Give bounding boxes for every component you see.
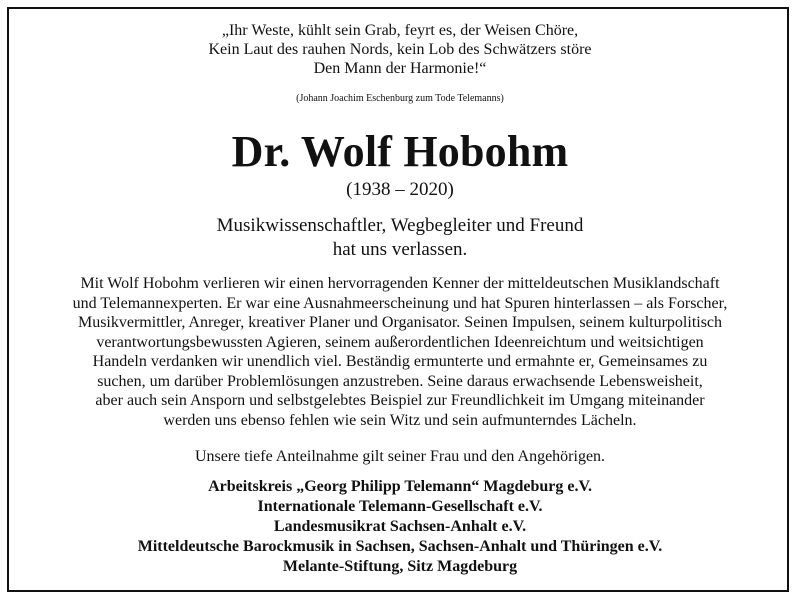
quote-line: Kein Laut des rauhen Nords, kein Lob des Schwätzers störe — [208, 41, 592, 58]
tribute-line: werden uns ebenso fehlen wie sein Witz und sein aufmunterndes Lächeln. — [163, 411, 637, 429]
organization-name: Melante-Stiftung, Sitz Magdeburg — [282, 558, 518, 575]
organization-name: Internationale Telemann-Gesellschaft e.V. — [257, 498, 543, 515]
roles-line: hat uns verlassen. — [332, 239, 468, 260]
organization-name: Mitteldeutsche Barockmusik in Sachsen, Sachsen-Anhalt und Thüringen e.V. — [137, 538, 663, 555]
organization-name: Arbeitskreis „Georg Philipp Telemann“ Magdeburg e.V. — [208, 478, 592, 495]
tribute-line: Mit Wolf Hobohm verlieren wir einen hervorragenden Kenner der mitteldeutschen Musiklandschaft — [80, 275, 720, 292]
tribute-line: und Telemannexperten. Er war eine Ausnahmeerscheinung und hat Spuren hinterlassen – als Forscher, — [72, 294, 728, 312]
epigraph-quote — [9, 21, 791, 78]
life-years: (1938 – 2020) — [346, 179, 454, 200]
tribute-text — [19, 274, 781, 430]
quote-source: (Johann Joachim Eschenburg zum Tode Telemanns) — [296, 93, 504, 104]
quote-line: „Ihr Weste, kühlt sein Grab, feyrt es, der Weisen Chöre, — [221, 22, 579, 39]
tribute-line: suchen, um darüber Problemlösungen anzustreben. Seine daraus erwachsende Lebensweisheit, — [97, 372, 703, 390]
quote-line: Den Mann der Harmonie!“ — [313, 60, 487, 77]
organization-name: Landesmusikrat Sachsen-Anhalt e.V. — [273, 518, 527, 535]
tribute-line: Handeln verdanken wir unendlich viel. Beständig ermunterte und ermahnte er, Gemeinsames zu — [92, 353, 708, 370]
organizations-list — [9, 477, 791, 577]
tribute-line: aber auch sein Ansporn und selbstgelebtes Beispiel zur Freundlichkeit im Umgang miteinander — [95, 392, 705, 409]
roles-statement — [9, 214, 791, 262]
sympathy-line: Unsere tiefe Anteilnahme gilt seiner Frau und den Angehörigen. — [194, 448, 606, 465]
deceased-name: Dr. Wolf Hobohm — [231, 127, 569, 176]
obituary-border — [7, 7, 789, 592]
roles-line: Musikwissenschaftler, Wegbegleiter und Freund — [216, 215, 584, 236]
tribute-line: Musikvermittler, Anreger, kreativer Planer und Organisator. Seinen Impulsen, seinem kulturpolitisch — [77, 314, 723, 331]
tribute-line: verantwortungsbewussten Agieren, seinem außerordentlichen Ideenreichtum und weitsichtigen — [96, 333, 704, 351]
